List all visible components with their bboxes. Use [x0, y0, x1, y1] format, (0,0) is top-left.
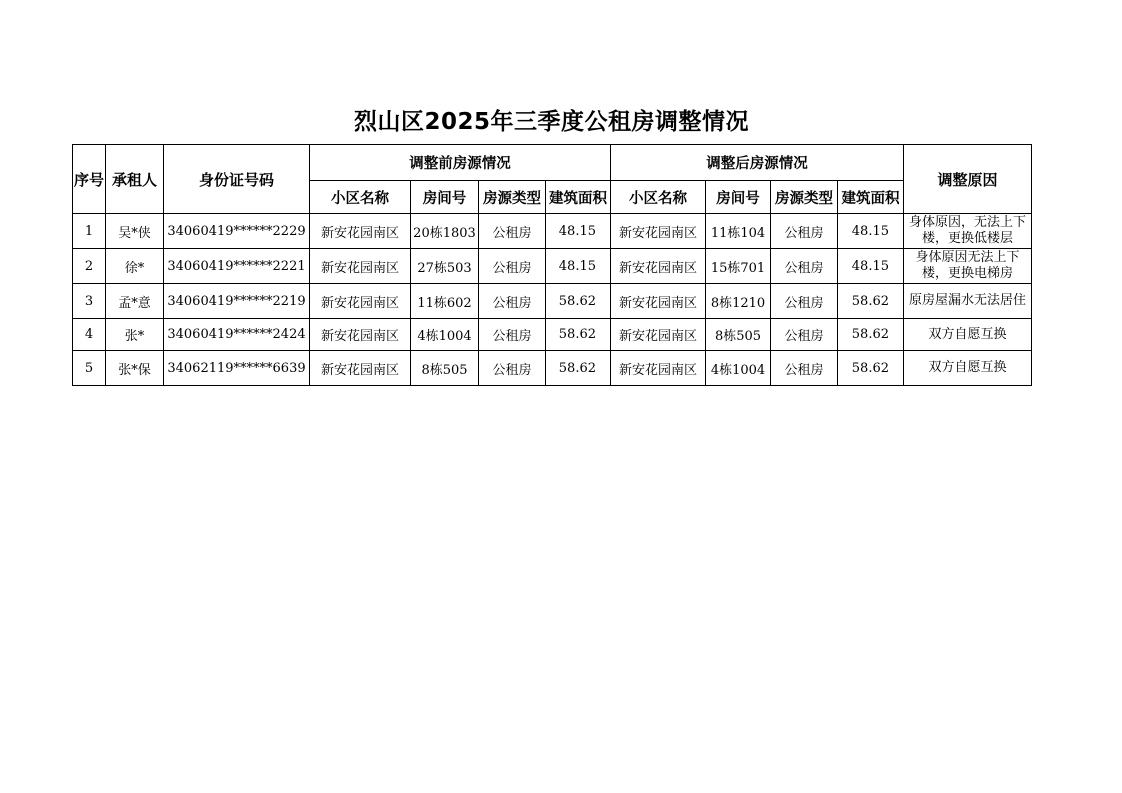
cell-before-room: 20栋1803	[411, 214, 479, 249]
cell-after-type: 公租房	[771, 249, 838, 284]
header-before-type: 房源类型	[479, 181, 546, 214]
table-row	[73, 284, 1032, 319]
cell-tenant: 孟*意	[106, 284, 164, 319]
cell-id-number: 34060419******2229	[164, 214, 310, 249]
table-row	[73, 249, 1032, 284]
adjustment-table	[72, 144, 1032, 386]
table-row	[73, 351, 1032, 386]
cell-before-area: 58.62	[546, 319, 611, 351]
cell-before-community: 新安花园南区	[310, 284, 411, 319]
cell-tenant: 吴*侠	[106, 214, 164, 249]
cell-after-type: 公租房	[771, 351, 838, 386]
header-after-area: 建筑面积	[838, 181, 904, 214]
cell-before-area: 48.15	[546, 214, 611, 249]
cell-before-area: 58.62	[546, 351, 611, 386]
table-row	[73, 319, 1032, 351]
cell-before-type: 公租房	[479, 214, 546, 249]
cell-after-room: 4栋1004	[706, 351, 771, 386]
header-before-group: 调整前房源情况	[310, 145, 611, 181]
table-row	[73, 214, 1032, 249]
cell-seq: 5	[73, 351, 106, 386]
cell-before-room: 8栋505	[411, 351, 479, 386]
cell-tenant: 徐*	[106, 249, 164, 284]
cell-id-number: 34060419******2221	[164, 249, 310, 284]
cell-after-community: 新安花园南区	[611, 319, 706, 351]
cell-after-area: 58.62	[838, 351, 904, 386]
cell-after-room: 11栋104	[706, 214, 771, 249]
cell-after-area: 58.62	[838, 284, 904, 319]
cell-after-room: 8栋505	[706, 319, 771, 351]
cell-tenant: 张*保	[106, 351, 164, 386]
cell-before-community: 新安花园南区	[310, 351, 411, 386]
cell-id-number: 34060419******2424	[164, 319, 310, 351]
header-after-type: 房源类型	[771, 181, 838, 214]
cell-after-community: 新安花园南区	[611, 214, 706, 249]
header-tenant: 承租人	[106, 145, 164, 214]
cell-before-area: 58.62	[546, 284, 611, 319]
header-before-room: 房间号	[411, 181, 479, 214]
header-before-area: 建筑面积	[546, 181, 611, 214]
cell-before-type: 公租房	[479, 284, 546, 319]
cell-before-room: 11栋602	[411, 284, 479, 319]
cell-reason: 双方自愿互换	[904, 351, 1032, 386]
cell-after-type: 公租房	[771, 319, 838, 351]
cell-after-room: 8栋1210	[706, 284, 771, 319]
header-after-room: 房间号	[706, 181, 771, 214]
cell-seq: 4	[73, 319, 106, 351]
page-title: 烈山区2025年三季度公租房调整情况	[353, 109, 749, 135]
header-after-community: 小区名称	[611, 181, 706, 214]
cell-after-community: 新安花园南区	[611, 284, 706, 319]
header-after-group: 调整后房源情况	[611, 145, 904, 181]
cell-seq: 2	[73, 249, 106, 284]
header-seq: 序号	[73, 145, 106, 214]
cell-seq: 3	[73, 284, 106, 319]
cell-after-community: 新安花园南区	[611, 249, 706, 284]
cell-after-area: 48.15	[838, 249, 904, 284]
cell-before-type: 公租房	[479, 249, 546, 284]
cell-before-community: 新安花园南区	[310, 319, 411, 351]
cell-reason: 原房屋漏水无法居住	[904, 284, 1032, 319]
cell-after-area: 58.62	[838, 319, 904, 351]
cell-before-type: 公租房	[479, 351, 546, 386]
cell-reason: 双方自愿互换	[904, 319, 1032, 351]
cell-after-community: 新安花园南区	[611, 351, 706, 386]
header-id-number: 身份证号码	[164, 145, 310, 214]
cell-before-room: 27栋503	[411, 249, 479, 284]
cell-after-type: 公租房	[771, 214, 838, 249]
cell-before-type: 公租房	[479, 319, 546, 351]
cell-tenant: 张*	[106, 319, 164, 351]
cell-seq: 1	[73, 214, 106, 249]
cell-after-room: 15栋701	[706, 249, 771, 284]
cell-reason: 身体原因无法上下楼，更换电梯房	[904, 249, 1032, 284]
cell-before-community: 新安花园南区	[310, 214, 411, 249]
cell-after-area: 48.15	[838, 214, 904, 249]
cell-reason: 身体原因，无法上下楼，更换低楼层	[904, 214, 1032, 249]
cell-after-type: 公租房	[771, 284, 838, 319]
cell-before-room: 4栋1004	[411, 319, 479, 351]
cell-id-number: 34062119******6639	[164, 351, 310, 386]
cell-id-number: 34060419******2219	[164, 284, 310, 319]
cell-before-community: 新安花园南区	[310, 249, 411, 284]
header-before-community: 小区名称	[310, 181, 411, 214]
cell-before-area: 48.15	[546, 249, 611, 284]
header-reason: 调整原因	[904, 145, 1032, 214]
